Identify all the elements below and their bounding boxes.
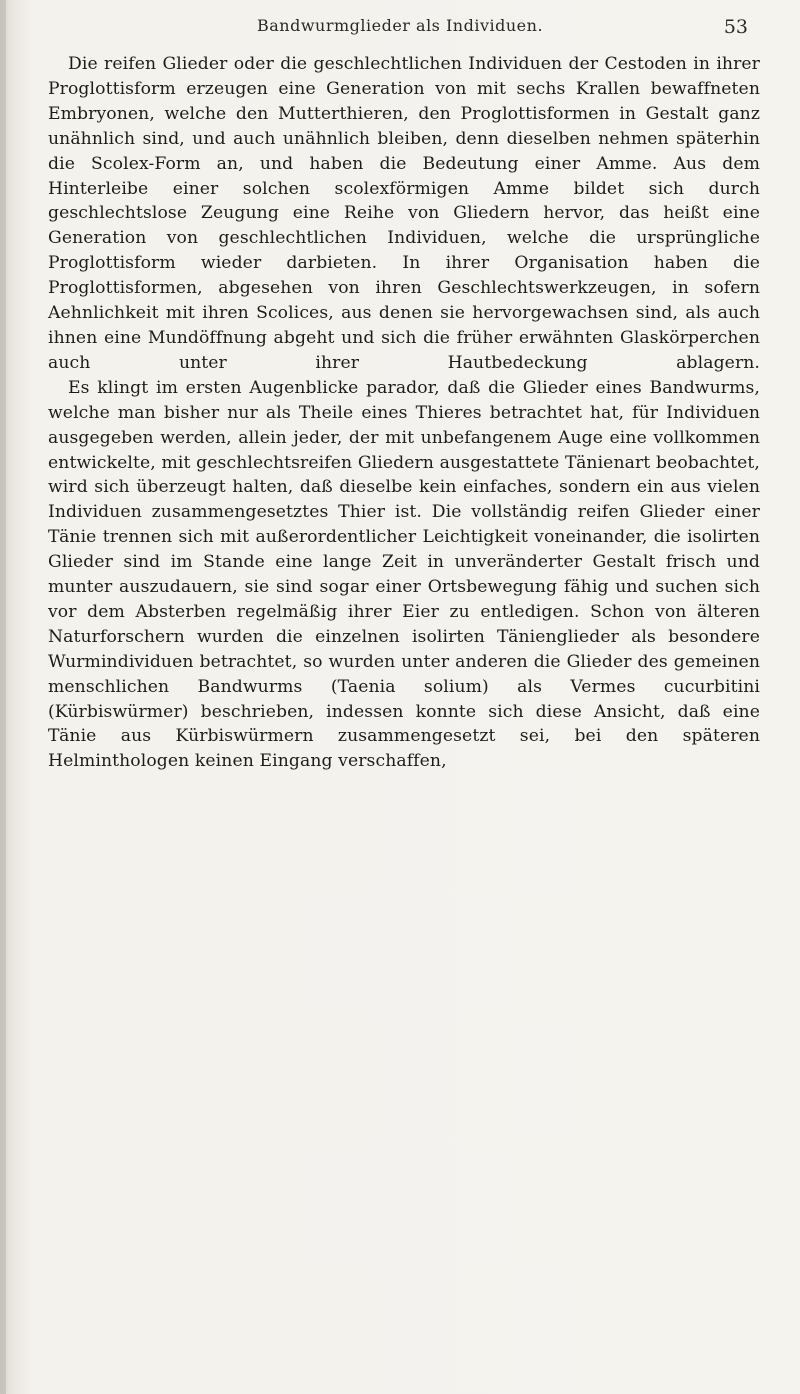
- body-text: [48, 52, 760, 774]
- paragraph-1: Die reifen Glieder oder die geschlechtlichen Individuen der Cestoden in ihrer Proglottisform erzeugen eine Generation von mit sechs Krallen bewaffneten Embryonen, welche den Mutterthieren, den Proglottisformen in Gestalt ganz unähnlich sind, und auch unähnlich bleiben, denn dieselben nehmen späterhin die Scolex-Form an, und haben die Bedeutung einer Amme. Aus dem Hinterleibe einer solchen scolexförmigen Amme bildet sich durch geschlechtslose Zeugung eine Reihe von Gliedern hervor, das heißt eine Generation von geschlechtlichen Individuen, welche die ursprüngliche Proglottisform wieder darbieten. In ihrer Organisation haben die Proglottisformen, abgesehen von ihren Geschlechtswerkzeugen, in sofern Aehnlichkeit mit ihren Scolices, aus denen sie hervorgewachsen sind, als auch ihnen eine Mundöffnung abgeht und sich die früher erwähnten Glaskörperchen auch unter ihrer Hautbedeckung ablagern.: [48, 54, 760, 373]
- binding-shadow: [0, 0, 6, 1394]
- paragraph-2: Es klingt im ersten Augenblicke parador, daß die Glieder eines Bandwurms, welche man bisher nur als Theile eines Thieres betrachtet hat, für Individuen ausgegeben werden, allein jeder, der mit unbefangenem Auge eine vollkommen entwickelte, mit geschlechtsreifen Gliedern ausgestattete Tänienart beobachtet, wird sich überzeugt halten, daß dieselbe kein einfaches, sondern ein aus vielen Individuen zusammengesetztes Thier ist. Die vollständig reifen Glieder einer Tänie trennen sich mit außerordentlicher Leichtigkeit voneinander, die isolirten Glieder sind im Stande eine lange Zeit in unveränderter Gestalt frisch und munter auszudauern, sie sind sogar einer Ortsbewegung fähig und suchen sich vor dem Absterben regelmäßig ihrer Eier zu entledigen. Schon von älteren Naturforschern wurden die einzelnen isolirten Tänienglieder als besondere Wurmindividuen betrachtet, so wurden unter anderen die Glieder des gemeinen menschlichen Bandwurms (Taenia solium) als Vermes cucurbitini (Kürbiswürmer) beschrieben, indessen konnte sich diese Ansicht, daß eine Tänie aus Kürbiswürmern zusammengesetzt sei, bei den späteren Helminthologen keinen Eingang verschaffen,: [48, 377, 760, 772]
- running-title: Bandwurmglieder als Individuen.: [256, 16, 544, 35]
- page-header: [0, 8, 800, 38]
- page-number: 53: [723, 16, 748, 38]
